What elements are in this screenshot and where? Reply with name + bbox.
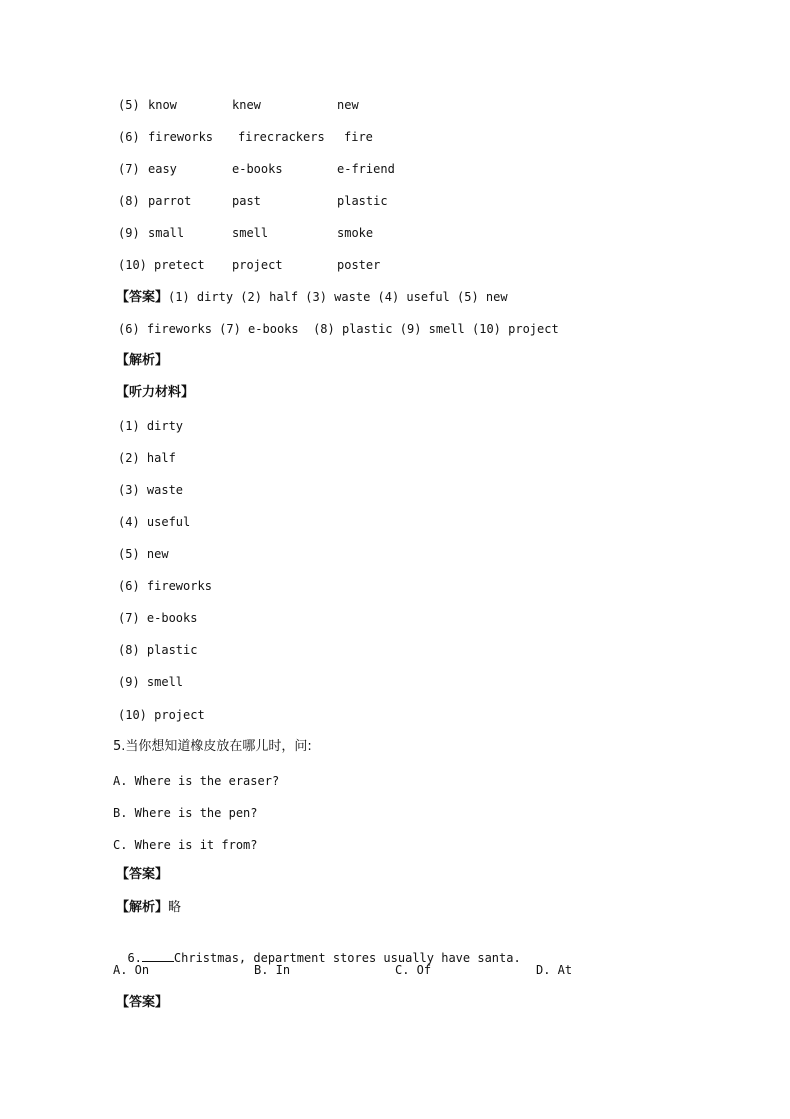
word-c: plastic: [337, 194, 388, 208]
question-6-stem: [113, 931, 521, 965]
question-5-answer-label: 【答案】: [116, 867, 169, 882]
word-b: smell: [232, 226, 269, 240]
question-5-option-a: A. Where is the eraser?: [113, 774, 280, 788]
row-number: (6): [118, 130, 140, 144]
word-b: firecrackers: [238, 130, 325, 144]
word-a: easy: [148, 162, 177, 176]
word-row-7: [118, 160, 395, 178]
question-5-stem: 5.当你想知道橡皮放在哪儿时，问:: [113, 739, 312, 754]
word-c: poster: [337, 258, 381, 272]
word-a: small: [148, 226, 185, 240]
listening-label: 【听力材料】: [116, 385, 195, 400]
word-row-8: [118, 192, 388, 210]
question-6-option-d: D. At: [536, 963, 573, 977]
listening-item: (1) dirty: [118, 419, 184, 433]
row-number: (7): [118, 162, 140, 176]
row-number: (8): [118, 194, 140, 208]
question-5-analysis-label: 【解析】: [116, 900, 169, 915]
answer-label: 【答案】: [116, 290, 169, 305]
answer-text: (1) dirty (2) half (3) waste (4) useful (5) new: [168, 290, 508, 304]
question-6-answer-label: 【答案】: [116, 995, 169, 1010]
answer-line-1: [116, 288, 508, 306]
question-5-option-b: B. Where is the pen?: [113, 806, 258, 820]
word-c: e-friend: [337, 162, 395, 176]
row-number: (5): [118, 98, 140, 112]
answer-line-2: (6) fireworks (7) e-books (8) plastic (9) smell (10) project: [118, 322, 559, 336]
listening-item: (6) fireworks: [118, 579, 212, 593]
analysis-label: 【解析】: [116, 353, 169, 368]
word-row-5: [118, 96, 359, 114]
word-c: smoke: [337, 226, 374, 240]
word-a: pretect: [154, 258, 205, 272]
listening-item: (9) smell: [118, 675, 184, 689]
word-a: know: [148, 98, 177, 112]
word-b: past: [232, 194, 261, 208]
question-5-analysis-text: 略: [168, 900, 182, 915]
word-c: new: [337, 98, 359, 112]
word-b: project: [232, 258, 283, 272]
listening-item: (4) useful: [118, 515, 191, 529]
listening-item: (10) project: [118, 708, 205, 722]
word-a: parrot: [148, 194, 192, 208]
question-6-option-a: A. On: [113, 963, 150, 977]
question-5-analysis: [116, 898, 181, 916]
word-a: fireworks: [148, 130, 214, 144]
question-6-number: 6.: [127, 951, 142, 965]
word-c: fire: [344, 130, 373, 144]
question-5-option-c: C. Where is it from?: [113, 838, 258, 852]
question-6-stem-text: Christmas, department stores usually have santa.: [173, 951, 521, 965]
word-row-9: [118, 224, 374, 242]
listening-item: (8) plastic: [118, 643, 198, 657]
word-row-6: [118, 128, 373, 146]
question-6-option-c: C. Of: [395, 963, 432, 977]
listening-item: (2) half: [118, 451, 176, 465]
question-6-option-b: B. In: [254, 963, 291, 977]
listening-item: (3) waste: [118, 483, 184, 497]
row-number: (9): [118, 226, 140, 240]
word-b: e-books: [232, 162, 283, 176]
listening-item: (7) e-books: [118, 611, 198, 625]
listening-item: (5) new: [118, 547, 169, 561]
question-6-options: [113, 961, 573, 979]
word-b: knew: [232, 98, 261, 112]
word-row-10: [118, 256, 381, 274]
row-number: (10): [118, 258, 147, 272]
